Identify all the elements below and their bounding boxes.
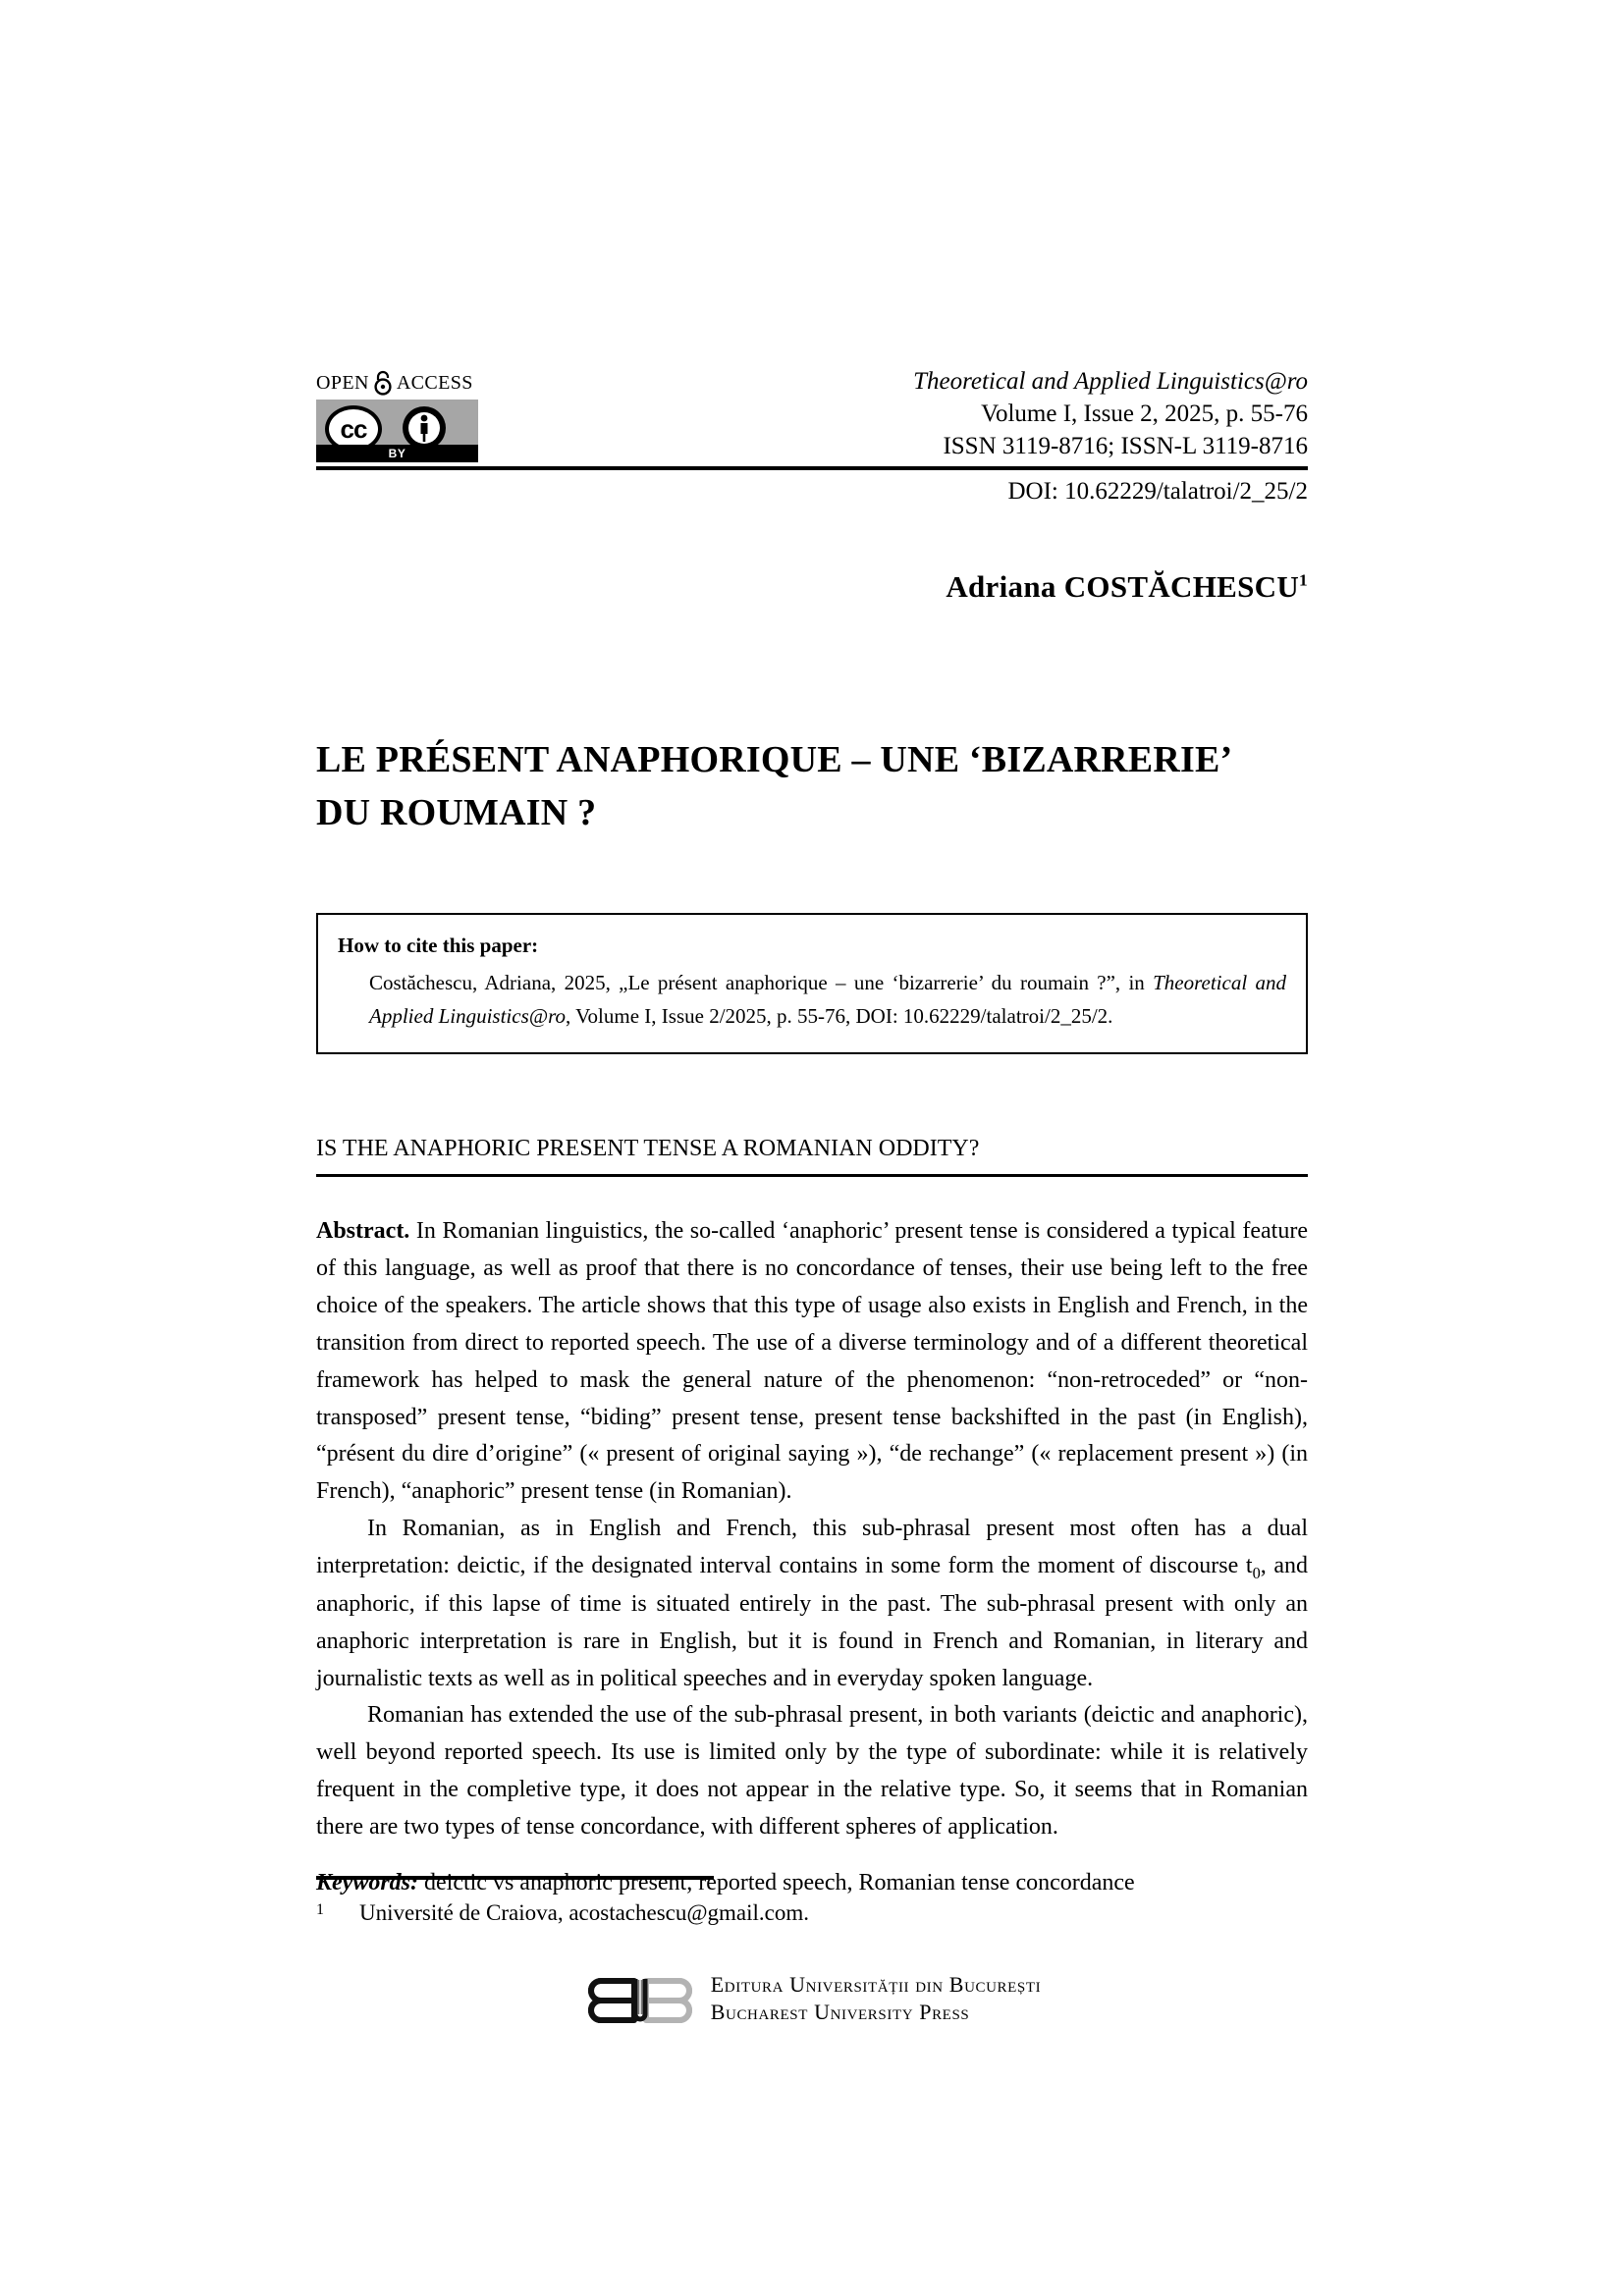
- author-name: [316, 569, 1308, 605]
- open-lock-icon: [374, 370, 392, 396]
- page-title: [316, 734, 1308, 840]
- abstract-paragraph-3: Romanian has extended the use of the sub-phrasal present, in both variants (deictic and anaphoric), well beyond reported speech. Its use is limited only by the type of subordinate: while it is relatively frequent in the completive type, it does not appear in the relative type. So, it seems that in Romanian there are two types of tense concordance, with different spheres of application.: [316, 1702, 1308, 1841]
- creative-commons-icon: cc: [325, 405, 382, 453]
- open-book-eub-logo-icon: [583, 1969, 697, 2028]
- masthead-row: [316, 365, 1308, 464]
- author-footnote-marker: 1: [1299, 570, 1308, 590]
- how-to-cite-box: [316, 913, 1308, 1054]
- citation-part-1: Costăchescu, Adriana, 2025, „Le présent anaphorique – une ‘bizarrerie’ du roumain ?”, in: [369, 970, 1154, 994]
- journal-title: Theoretical and Applied Linguistics@ro: [913, 368, 1308, 395]
- cc-by-label: BY: [388, 447, 406, 460]
- publisher-block: [316, 1969, 1308, 2028]
- footnote-text: Université de Craiova, acostachescu@gmail.com.: [359, 1900, 810, 1925]
- doi-line: DOI: 10.62229/talatroi/2_25/2: [1007, 478, 1308, 505]
- how-to-cite-heading: How to cite this paper:: [338, 934, 539, 957]
- abstract-paragraph-2-text-b: , and anaphoric, if this lapse of time is situated entirely in the past. The sub-phrasal present with only an anaphoric interpretation is rare in English, but it is found in French and Romanian, in literary and journalistic texts as well as in political speeches and in everyday spoken language.: [316, 1553, 1308, 1691]
- abstract-label: Abstract.: [316, 1218, 410, 1244]
- citation-journal-name: Theoretical and Applied Linguistics@ro: [369, 970, 1286, 1028]
- footnote: [316, 1896, 1308, 1931]
- publisher-name-en: Bucharest University Press: [710, 2000, 970, 2024]
- english-title: IS THE ANAPHORIC PRESENT TENSE A ROMANIAN ODDITY?: [316, 1136, 980, 1161]
- creative-commons-badge: [316, 400, 478, 462]
- english-title-divider: [316, 1174, 1308, 1177]
- footnote-marker: 1: [316, 1901, 324, 1918]
- publisher-name: [711, 1971, 1041, 2026]
- abstract-paragraph-1: [316, 1213, 1308, 1511]
- attribution-person-icon: [403, 406, 446, 450]
- citation-part-2: , Volume I, Issue 2/2025, p. 55-76, DOI: 10.62229/talatroi/2_25/2.: [565, 1003, 1113, 1028]
- abstract-paragraph-2-text-a: In Romanian, as in English and French, this sub-phrasal present most often has a dual interpretation: deictic, if the designated interval contains in some form the moment of discourse t: [316, 1516, 1308, 1579]
- open-access-block: [316, 370, 513, 464]
- journal-info: [513, 365, 1308, 464]
- abstract-paragraph-2: [316, 1511, 1308, 1697]
- footnote-divider: [316, 1876, 714, 1880]
- abstract-paragraph-1-text: In Romanian linguistics, the so-called ‘anaphoric’ present tense is considered a typical feature of this language, as well as proof that there is no concordance of tenses, their use being left to the free choice of the speakers. The article shows that this type of usage also exists in English and French, in the transition from direct to reported speech. The use of a diverse terminology and of a different theoretical framework has helped to mask the general nature of the phenomenon: “non-retroceded” or “non-transposed” present tense, “biding” present tense, present tense backshifted in the past (in English), “présent du dire d’origine” (« present of original saying »), “de rechange” (« replacement present ») (in French), “anaphoric” present tense (in Romanian).: [316, 1218, 1308, 1505]
- title-line-1: LE PRÉSENT ANAPHORIQUE – UNE ‘BIZARRERIE’: [316, 739, 1233, 781]
- how-to-cite-text: [338, 966, 1286, 1033]
- open-access-label-row: [316, 370, 513, 396]
- masthead: [316, 365, 1308, 510]
- keywords-value: deictic vs anaphoric present, reported speech, Romanian tense concordance: [418, 1870, 1135, 1896]
- publisher-name-ro: Editura Universității din București: [710, 1971, 1042, 1997]
- issn-line: ISSN 3119-8716; ISSN-L 3119-8716: [943, 433, 1308, 459]
- discourse-moment-subscript: 0: [1252, 1563, 1261, 1582]
- abstract-section: [316, 1213, 1308, 1902]
- volume-issue-pages: Volume I, Issue 2, 2025, p. 55-76: [981, 400, 1308, 427]
- open-access-label-left: OPEN: [316, 372, 369, 394]
- title-line-2: DU ROUMAIN ?: [316, 792, 597, 834]
- author-name-text: Adriana COSTĂCHESCU: [946, 569, 1300, 604]
- keywords-label: Keywords:: [316, 1870, 418, 1896]
- open-access-label-right: ACCESS: [396, 372, 473, 394]
